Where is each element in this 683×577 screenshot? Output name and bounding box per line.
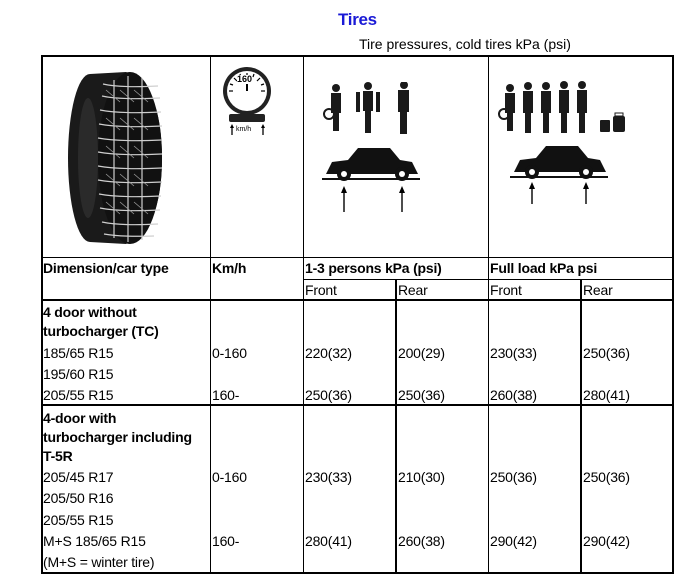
header-speed: Km/h bbox=[212, 260, 247, 276]
speed-range: 0-160 bbox=[212, 469, 247, 485]
tire-size: 195/60 R15 bbox=[43, 366, 114, 382]
speed-range: 160- bbox=[212, 533, 240, 549]
light-rear-pressure: 210(30) bbox=[398, 469, 445, 485]
light-rear-pressure: 200(29) bbox=[398, 345, 445, 361]
tire-size: 185/65 R15 bbox=[43, 345, 114, 361]
header-full-front: Front bbox=[490, 282, 522, 298]
tire-size: 205/50 R16 bbox=[43, 490, 114, 506]
full-front-pressure: 250(36) bbox=[490, 469, 537, 485]
full-rear-pressure: 250(36) bbox=[583, 345, 630, 361]
tire-size-note: (M+S = winter tire) bbox=[43, 554, 155, 570]
full-front-pressure: 230(33) bbox=[490, 345, 537, 361]
speedometer-dial-value: 160 bbox=[237, 74, 253, 84]
light-rear-pressure: 250(36) bbox=[398, 387, 445, 403]
header-front: Front bbox=[305, 282, 337, 298]
light-front-pressure: 220(32) bbox=[305, 345, 352, 361]
group-name: T-5R bbox=[43, 448, 73, 464]
light-rear-pressure: 260(38) bbox=[398, 533, 445, 549]
light-front-pressure: 230(33) bbox=[305, 469, 352, 485]
speedometer-icon bbox=[220, 66, 276, 140]
full-load-icon bbox=[496, 80, 636, 208]
full-front-pressure: 260(38) bbox=[490, 387, 537, 403]
tire-size: 205/55 R15 bbox=[43, 387, 114, 403]
group-name: turbocharger including bbox=[43, 429, 192, 445]
page-title: Tires bbox=[338, 10, 377, 29]
tire-icon bbox=[58, 66, 168, 248]
group-name: 4 door without bbox=[43, 304, 137, 320]
group-name: turbocharger (TC) bbox=[43, 323, 159, 339]
group-name: 4-door with bbox=[43, 410, 117, 426]
header-dimension: Dimension/car type bbox=[43, 260, 169, 276]
full-rear-pressure: 250(36) bbox=[583, 469, 630, 485]
header-full-rear: Rear bbox=[583, 282, 613, 298]
tire-size: 205/45 R17 bbox=[43, 469, 114, 485]
page-subtitle: Tire pressures, cold tires kPa (psi) bbox=[359, 36, 571, 52]
header-rear: Rear bbox=[398, 282, 428, 298]
tire-size: 205/55 R15 bbox=[43, 512, 114, 528]
light-front-pressure: 250(36) bbox=[305, 387, 352, 403]
header-full-load: Full load kPa psi bbox=[490, 260, 598, 276]
full-front-pressure: 290(42) bbox=[490, 533, 537, 549]
tire-size: M+S 185/65 R15 bbox=[43, 533, 146, 549]
speed-range: 0-160 bbox=[212, 345, 247, 361]
full-rear-pressure: 290(42) bbox=[583, 533, 630, 549]
header-light-load: 1-3 persons kPa (psi) bbox=[305, 260, 442, 276]
speed-range: 160- bbox=[212, 387, 240, 403]
full-rear-pressure: 280(41) bbox=[583, 387, 630, 403]
light-load-icon bbox=[318, 82, 428, 214]
light-front-pressure: 280(41) bbox=[305, 533, 352, 549]
speedometer-caption: km/h bbox=[236, 126, 252, 133]
